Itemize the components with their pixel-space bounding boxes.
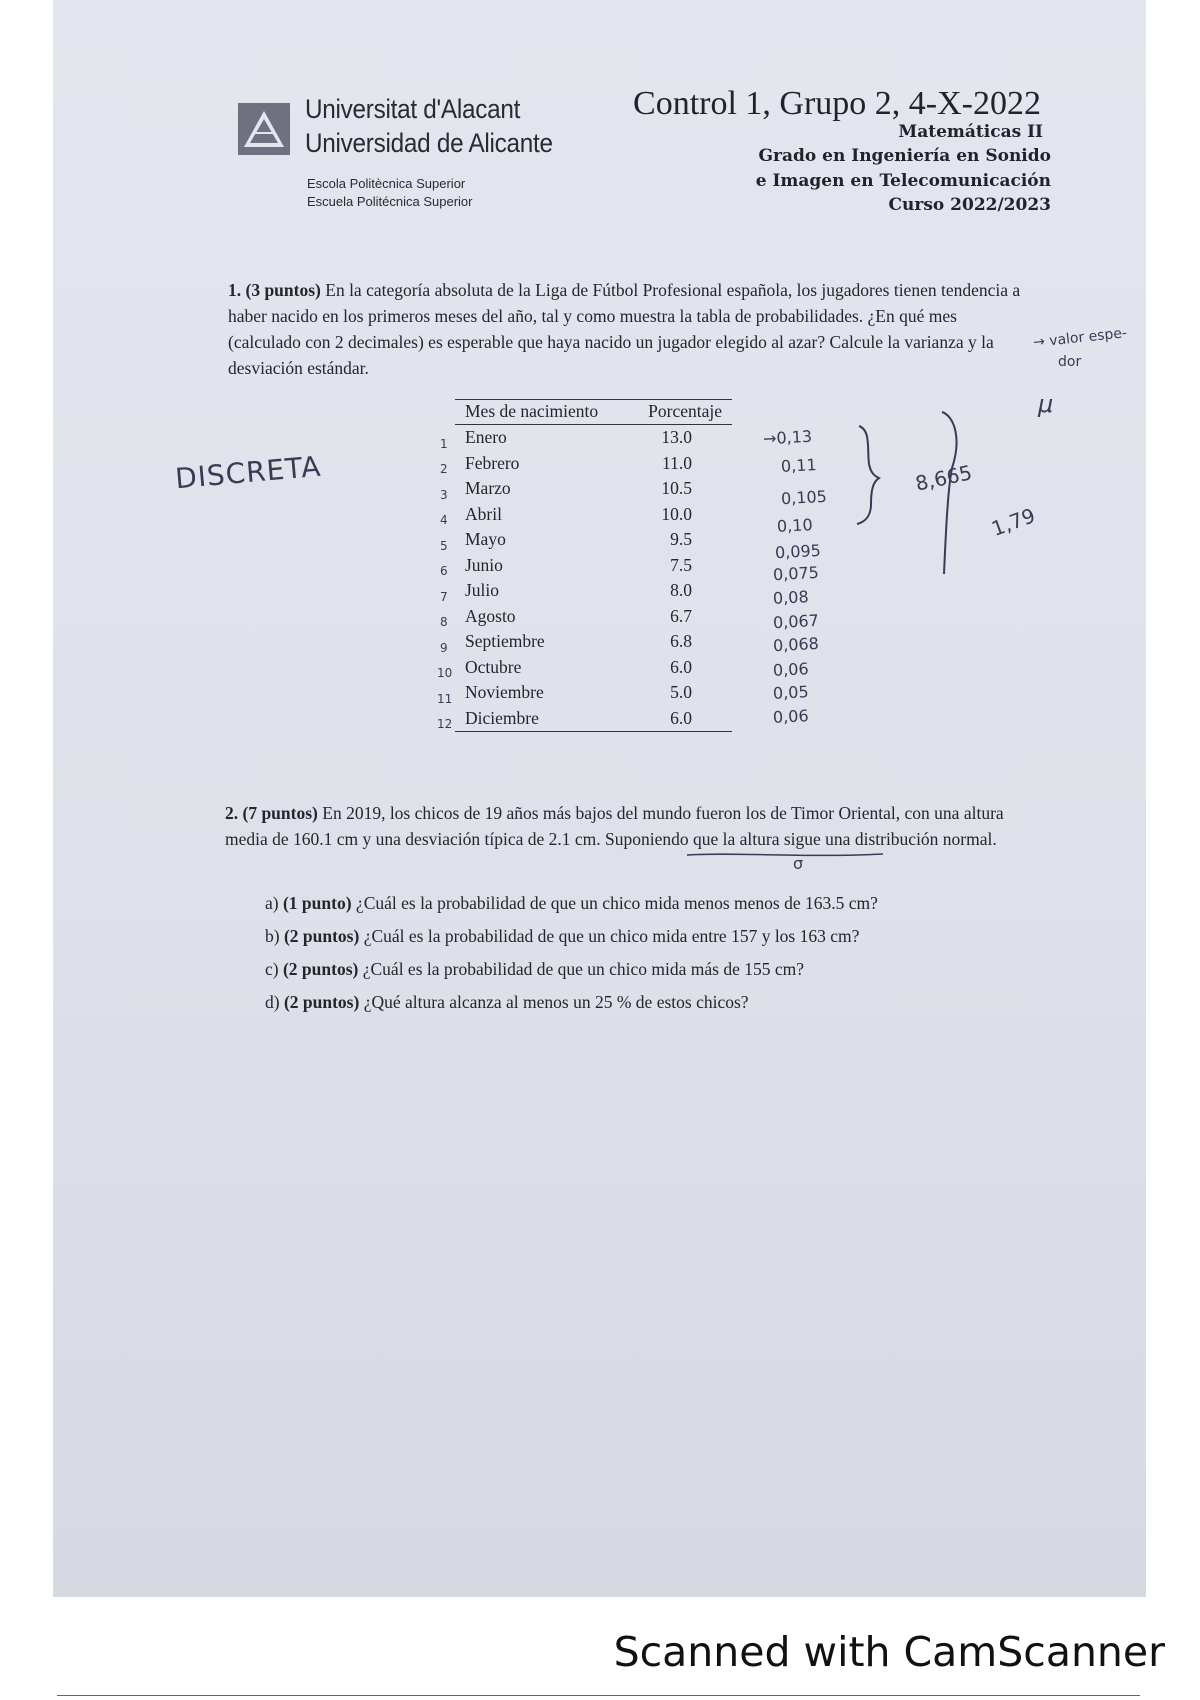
subquestion-label: c) xyxy=(265,959,279,979)
subquestion-text: ¿Cuál es la probabilidad de que un chico mida entre 157 y los 163 cm? xyxy=(359,926,860,946)
handwritten-row-number: 5 xyxy=(440,539,448,553)
handwritten-row-number: 2 xyxy=(440,462,448,476)
month-cell: Febrero xyxy=(465,452,520,473)
handwritten-probability: 0,067 xyxy=(772,610,820,633)
subquestion-points: (2 puntos) xyxy=(282,959,359,979)
handwritten-probability: 0,075 xyxy=(772,562,820,585)
subquestion-label: a) xyxy=(265,893,279,913)
subquestion-d xyxy=(265,992,749,1013)
degree-line-1: Grado en Ingeniería en Sonido xyxy=(758,146,1051,166)
school-name-valencian: Escola Politècnica Superior xyxy=(307,176,466,191)
handwritten-probability: 0,08 xyxy=(772,587,810,608)
question-text: En la categoría absoluta de la Liga de Fútbol Profesional española, los jugadores tienen tendencia a haber nacido en los primeros meses del año, tal y como muestra la tabla de probabilidades. ¿En qué mes (calculado con 2 decimales) es esperable que haya nacido un jugador elegido al azar? Calcule la varianza y la desviación estándar. xyxy=(228,280,1021,378)
handwritten-row-number: 8 xyxy=(440,615,448,629)
handwritten-margin-note-2: dor xyxy=(1058,354,1082,370)
handwritten-row-number: 12 xyxy=(437,717,453,731)
month-cell: Agosto xyxy=(465,605,516,626)
university-name-spanish: Universidad de Alicante xyxy=(305,128,553,158)
table-row xyxy=(455,655,732,681)
percentage-cell: 13.0 xyxy=(661,427,693,448)
percentage-cell: 6.8 xyxy=(670,631,693,652)
camscanner-watermark: Scanned with CamScanner xyxy=(613,1628,1165,1676)
university-name-valencian: Universitat d'Alacant xyxy=(305,94,521,124)
subquestion-a xyxy=(265,893,878,914)
handwritten-row-number: 3 xyxy=(440,488,448,502)
table-row xyxy=(455,553,732,579)
month-cell: Diciembre xyxy=(455,706,608,732)
handwritten-bracket-icon xyxy=(853,420,883,530)
handwritten-probability: 0,095 xyxy=(774,540,822,563)
month-cell: Noviembre xyxy=(465,682,544,703)
handwritten-row-number: 1 xyxy=(440,437,448,451)
handwritten-row-number: 10 xyxy=(437,666,453,680)
handwritten-probability: 0,06 xyxy=(772,706,810,727)
handwritten-probability: →0,13 xyxy=(762,426,813,449)
question-points: (3 puntos) xyxy=(245,280,321,300)
percentage-cell: 11.0 xyxy=(662,452,693,473)
handwritten-probability: 0,11 xyxy=(780,455,818,476)
handwritten-probability: 0,10 xyxy=(776,515,814,536)
month-cell: Julio xyxy=(465,580,500,601)
month-cell: Mayo xyxy=(465,529,506,550)
question-2 xyxy=(225,800,1030,852)
month-cell: Abril xyxy=(465,503,502,524)
handwritten-margin-note-1: → valor espe- xyxy=(1032,325,1128,351)
handwritten-probability: 0,06 xyxy=(772,659,810,680)
scanned-page xyxy=(53,0,1146,1597)
school-name-spanish: Escuela Politécnica Superior xyxy=(307,194,473,209)
course-year: Curso 2022/2023 xyxy=(888,195,1051,215)
table-row xyxy=(455,706,732,732)
handwritten-row-number: 6 xyxy=(440,564,448,578)
probability-table xyxy=(455,399,732,732)
question-points: (7 puntos) xyxy=(242,803,318,823)
handwritten-bracket-icon xyxy=(938,408,968,578)
table-row xyxy=(455,578,732,604)
percentage-cell: 5.0 xyxy=(670,682,693,703)
handwritten-sum: 8,665 xyxy=(913,460,975,496)
handwritten-discreta: DISCRETA xyxy=(173,449,323,496)
handwritten-mu: μ xyxy=(1038,390,1054,418)
table-row xyxy=(455,425,732,451)
handwritten-row-number: 11 xyxy=(437,692,453,706)
subquestion-label: d) xyxy=(265,992,280,1012)
subquestion-points: (2 puntos) xyxy=(283,992,360,1012)
handwritten-probability: 0,068 xyxy=(772,633,820,656)
table-row xyxy=(455,680,732,706)
subquestion-points: (1 punto) xyxy=(282,893,352,913)
month-cell: Enero xyxy=(465,427,507,448)
table-row xyxy=(455,604,732,630)
month-cell: Junio xyxy=(465,554,503,575)
handwritten-underline-icon xyxy=(685,850,885,860)
table-row xyxy=(455,527,732,553)
subquestion-text: ¿Qué altura alcanza al menos un 25 % de estos chicos? xyxy=(359,992,749,1012)
handwritten-probability: 0,105 xyxy=(780,486,828,509)
month-cell: Octubre xyxy=(465,656,522,677)
percentage-cell: 7.5 xyxy=(670,554,693,575)
percentage-cell: 10.5 xyxy=(661,478,693,499)
percentage-cell: 8.0 xyxy=(670,580,693,601)
table-row xyxy=(455,502,732,528)
question-text: En 2019, los chicos de 19 años más bajos del mundo fueron los de Timor Oriental, con una altura media de 160.1 cm y una desviación típica de 2.1 cm. Suponiendo que la altura sigue una distribución normal. xyxy=(225,803,1004,849)
subquestion-text: ¿Cuál es la probabilidad de que un chico mida menos menos de 163.5 cm? xyxy=(351,893,878,913)
question-number: 2. xyxy=(225,803,239,823)
handwritten-sigma: σ xyxy=(793,854,804,873)
percentage-cell: 9.5 xyxy=(670,529,693,550)
subquestion-b xyxy=(265,926,859,947)
subject-name: Matemáticas II xyxy=(898,122,1043,142)
month-cell: Marzo xyxy=(465,478,511,499)
table-header-percentage: Porcentaje xyxy=(608,400,732,425)
handwritten-row-number: 4 xyxy=(440,513,448,527)
table-row xyxy=(455,629,732,655)
table-row xyxy=(455,451,732,477)
question-number: 1. xyxy=(228,280,242,300)
footer-divider xyxy=(57,1695,1140,1696)
question-1 xyxy=(228,277,1028,381)
month-cell: Septiembre xyxy=(465,631,545,652)
handwritten-row-number: 9 xyxy=(440,641,448,655)
table-header-month: Mes de nacimiento xyxy=(455,400,608,425)
subquestion-points: (2 puntos) xyxy=(283,926,360,946)
table-row xyxy=(455,476,732,502)
subquestion-text: ¿Cuál es la probabilidad de que un chico mida más de 155 cm? xyxy=(358,959,804,979)
percentage-cell: 6.7 xyxy=(670,605,693,626)
percentage-cell: 6.0 xyxy=(608,706,732,732)
handwritten-probability: 0,05 xyxy=(772,682,810,703)
handwritten-second-note: 1,79 xyxy=(988,503,1039,541)
exam-title: Control 1, Grupo 2, 4-X-2022 xyxy=(633,85,1041,122)
degree-line-2: e Imagen en Telecomunicación xyxy=(755,171,1051,191)
university-logo-icon xyxy=(238,103,290,155)
percentage-cell: 10.0 xyxy=(661,503,693,524)
percentage-cell: 6.0 xyxy=(670,656,693,677)
subquestion-c xyxy=(265,959,804,980)
subquestion-label: b) xyxy=(265,926,280,946)
handwritten-row-number: 7 xyxy=(440,590,448,604)
